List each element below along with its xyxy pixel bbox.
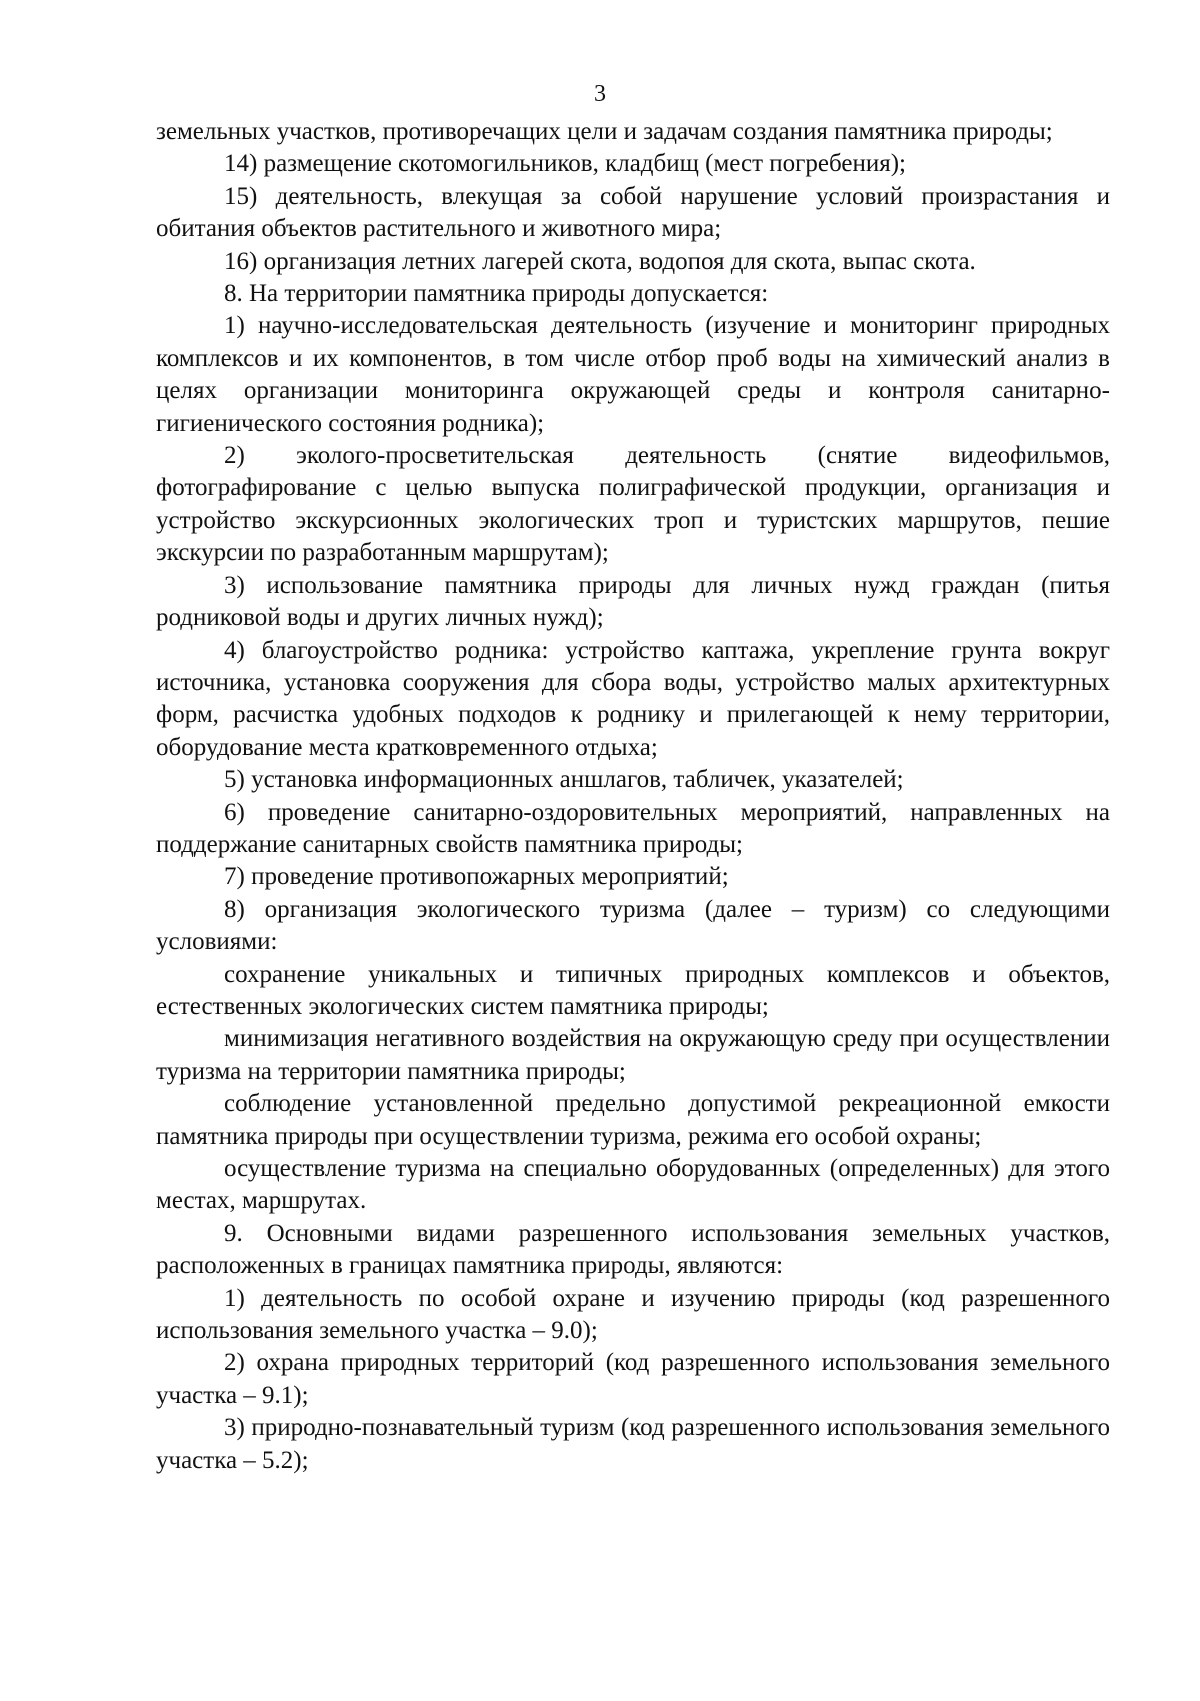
paragraph-item-15: 15) деятельность, влекущая за собой нарушение условий произрастания и обитания объектов растительного и животного мира; (156, 182, 1110, 243)
paragraph-allowed-6: 6) проведение санитарно-оздоровительных мероприятий, направленных на поддержание санитарных свойств памятника природы; (156, 798, 1110, 858)
tourism-condition-1: сохранение уникальных и типичных природных комплексов и объектов, естественных экологических систем памятника природы; (156, 960, 1110, 1020)
paragraph-continuation: земельных участков, противоречащих цели и задачам создания памятника природы; (156, 118, 1053, 145)
paragraph-allowed-4: 4) благоустройство родника: устройство каптажа, укрепление грунта вокруг источника, установка сооружения для сбора воды, устройство малых архитектурных форм, расчистка удобных подходов к роднику и прилегающей к нему территории, оборудование места кратковременного отдыха; (156, 636, 1110, 761)
paragraph-item-14: 14) размещение скотомогильников, кладбищ (мест погребения); (224, 150, 907, 178)
land-use-1: 1) деятельность по особой охране и изучению природы (код разрешенного использования земельного участка – 9.0); (156, 1284, 1110, 1345)
paragraph-item-16: 16) организация летних лагерей скота, водопоя для скота, выпас скота. (224, 247, 976, 275)
paragraph-allowed-2: 2) эколого-просветительская деятельность (снятие видеофильмов, фотографирование с целью выпуска полиграфической продукции, организация и устройство экскурсионных экологических троп и туристских маршрутов, пешие экскурсии по разработанным маршрутам); (156, 442, 1110, 567)
land-use-2: 2) охрана природных территорий (код разрешенного использования земельного участка – 9.1); (156, 1349, 1110, 1409)
paragraph-allowed-3: 3) использование памятника природы для личных нужд граждан (питья родниковой воды и других личных нужд); (156, 571, 1110, 632)
section-9-heading: 9. Основными видами разрешенного использования земельных участков, расположенных в границах памятника природы, являются: (156, 1219, 1110, 1280)
document-body (156, 116, 1110, 1477)
paragraph-allowed-5: 5) установка информационных аншлагов, табличек, указателей; (224, 766, 904, 794)
tourism-condition-2: минимизация негативного воздействия на окружающую среду при осуществлении туризма на территории памятника природы; (156, 1025, 1110, 1085)
page-number: 3 (594, 81, 606, 107)
tourism-condition-4: осуществление туризма на специально оборудованных (определенных) для этого местах, маршрутах. (156, 1155, 1110, 1215)
paragraph-allowed-7: 7) проведение противопожарных мероприятий; (224, 863, 729, 891)
paragraph-allowed-1: 1) научно-исследовательская деятельность (изучение и мониторинг природных комплексов и их компонентов, в том числе отбор проб воды на химический анализ в целях организации мониторинга окружающей среды и контроля санитарно-гигиенического состояния родника); (156, 312, 1110, 437)
paragraph-allowed-8: 8) организация экологического туризма (далее – туризм) со следующими условиями: (156, 895, 1110, 956)
section-8-heading: 8. На территории памятника природы допускается: (224, 280, 769, 308)
land-use-3: 3) природно-познавательный туризм (код разрешенного использования земельного участка – 5.2); (156, 1414, 1110, 1474)
tourism-condition-3: соблюдение установленной предельно допустимой рекреационной емкости памятника природы при осуществлении туризма, режима его особой охраны; (156, 1090, 1110, 1150)
